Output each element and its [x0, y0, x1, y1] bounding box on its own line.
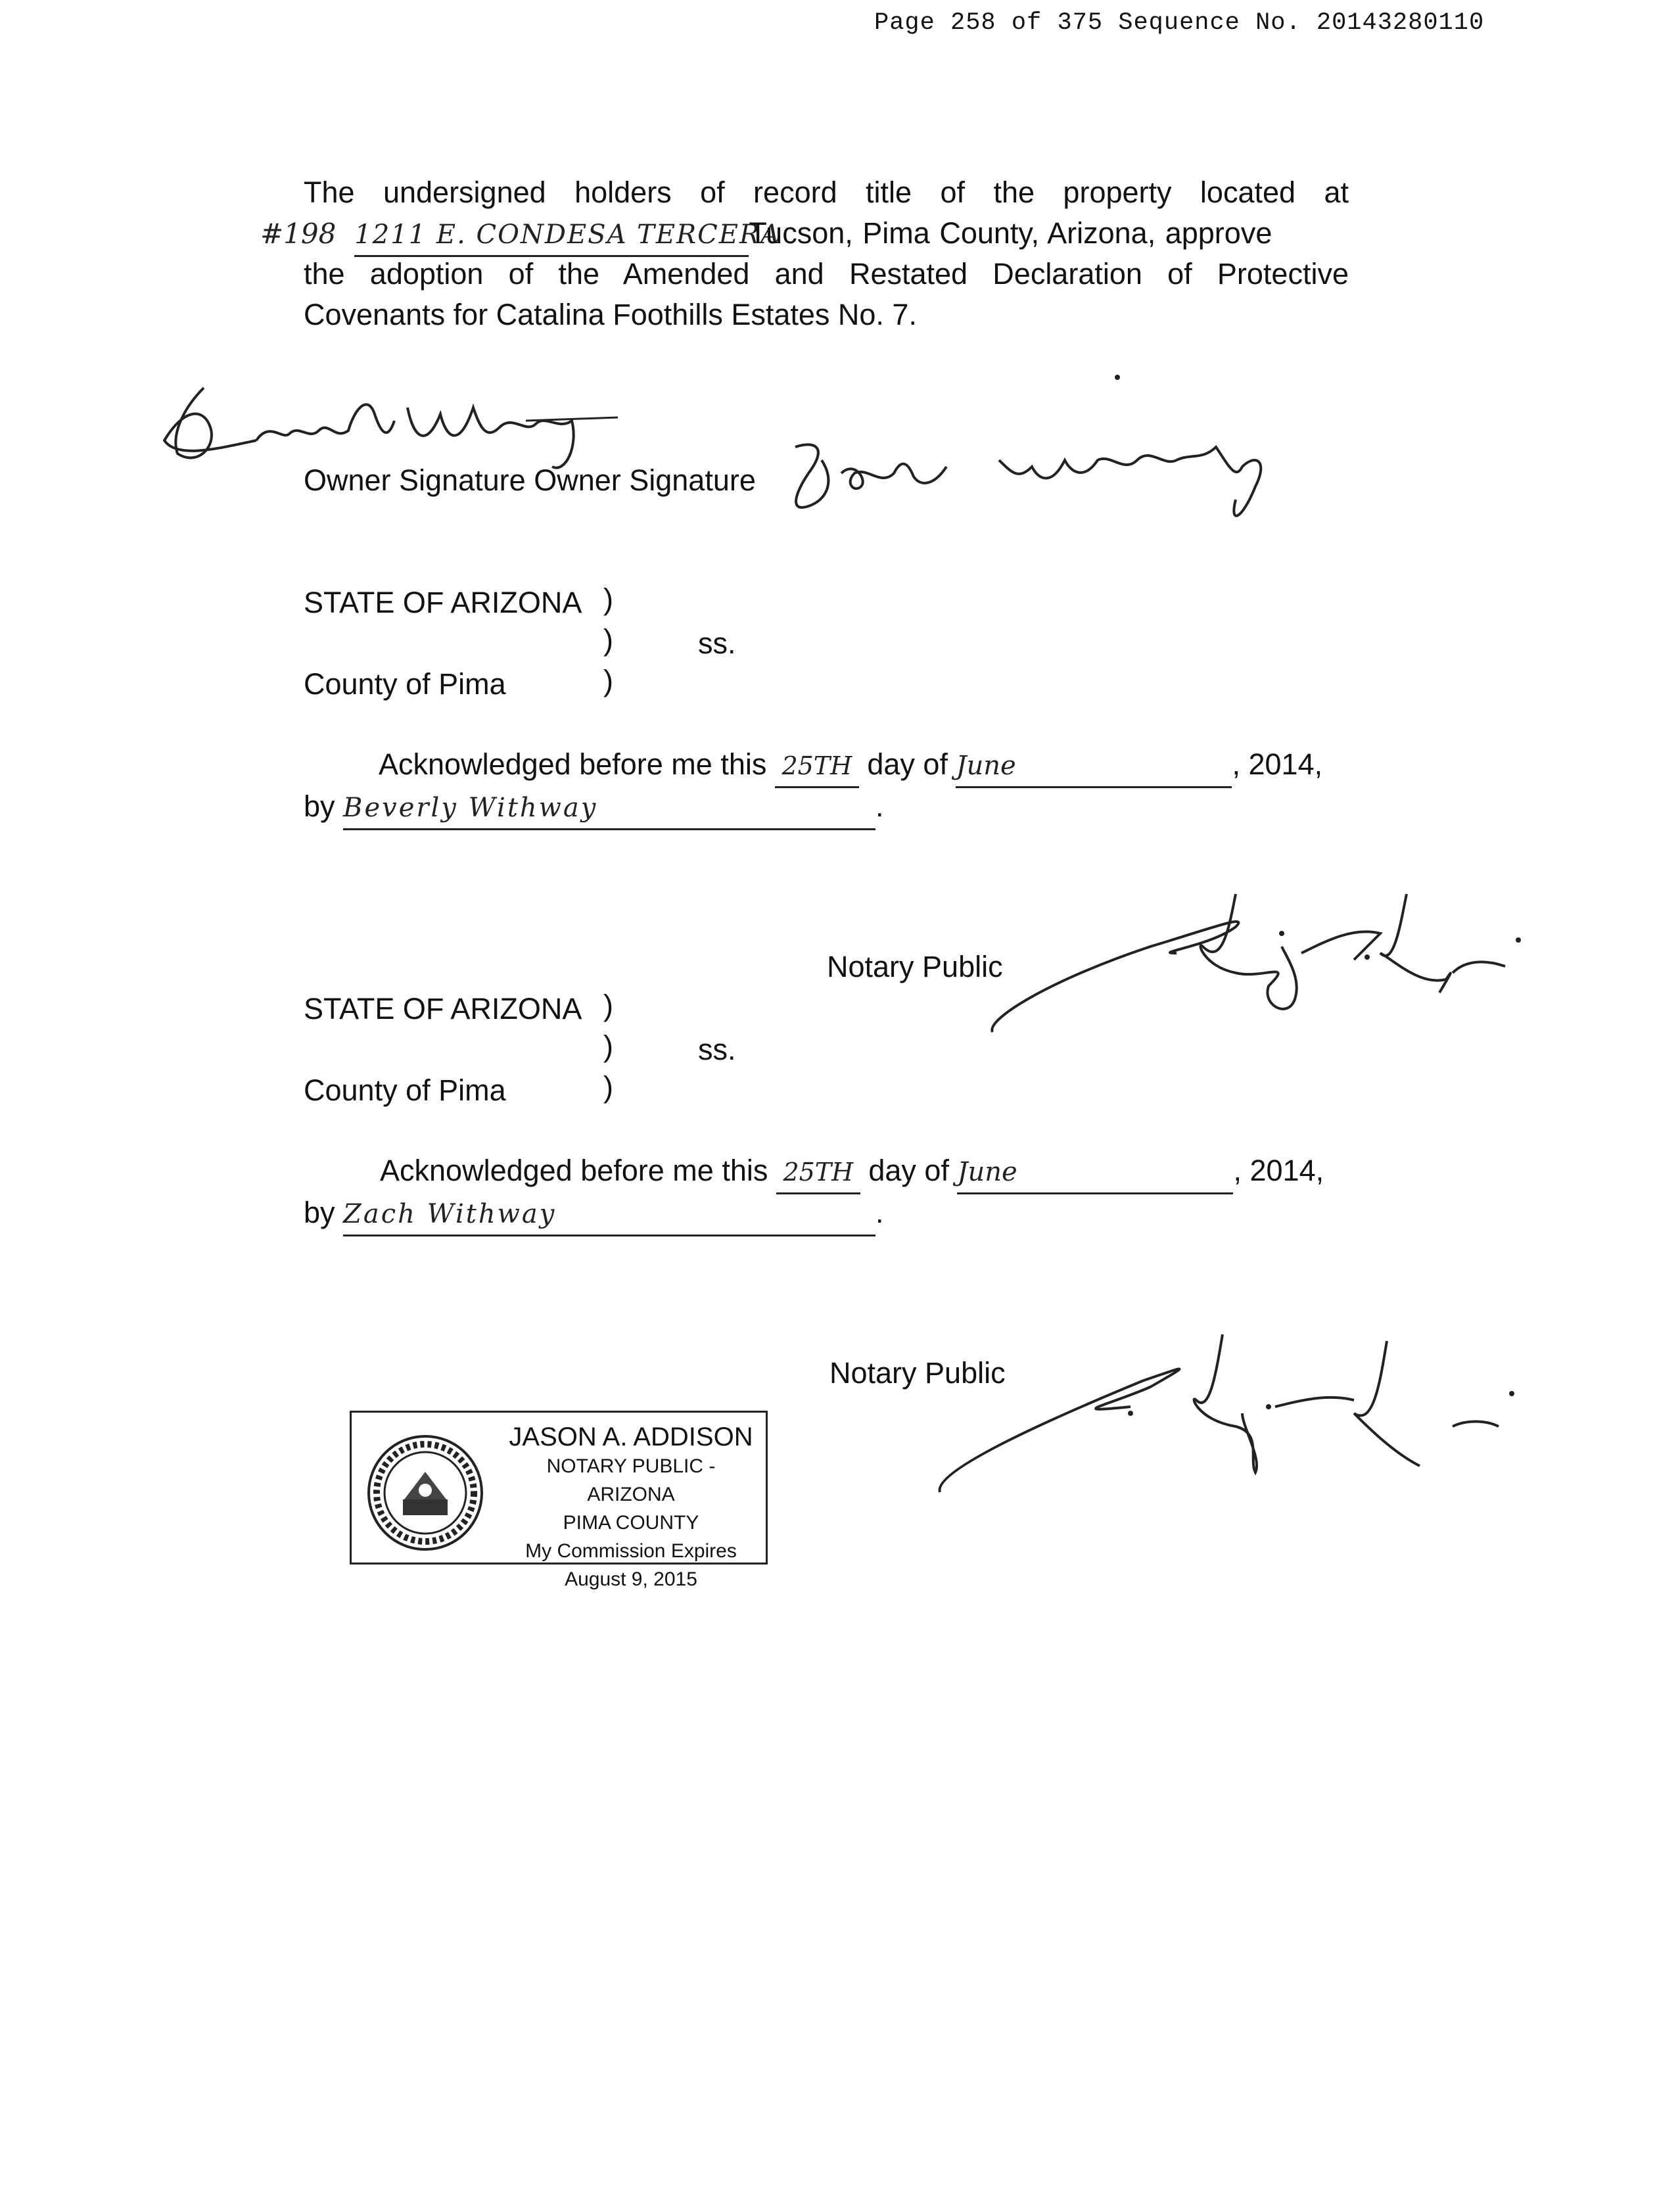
notary-1-bracket-middle: ): [603, 623, 613, 657]
notary-1-by: by: [304, 789, 335, 823]
stamp-notary-title: NOTARY PUBLIC - ARIZONA: [546, 1455, 716, 1505]
owner-signature-label-1: Owner Signature: [304, 463, 526, 497]
notary-2-bracket-top: ): [603, 989, 613, 1022]
notary-2-by-name: Zach Withway: [343, 1194, 875, 1236]
approval-line-1-text: The undersigned holders of record title of the property located at: [304, 176, 1349, 209]
notary-1-period: .: [875, 789, 884, 823]
notary-2-state: STATE OF ARIZONA: [304, 992, 582, 1025]
notary-2-period: .: [875, 1196, 884, 1229]
notary-2-county: County of Pima: [304, 1073, 506, 1107]
signature-zach-withway: [782, 421, 1321, 526]
notary-1-by-line: [304, 786, 884, 830]
arizona-state-seal: [366, 1434, 484, 1552]
notary-1-month: June: [956, 745, 1232, 788]
notary-1-year: , 2014,: [1232, 747, 1323, 781]
approval-line-2: [260, 213, 1351, 257]
notary-1-county: County of Pima: [304, 667, 506, 701]
notary-1-day: 25TH: [775, 745, 859, 788]
stamp-county: PIMA COUNTY: [563, 1512, 699, 1534]
notary-2-bracket-bottom: ): [603, 1070, 613, 1104]
notary-1-bracket-top: ): [603, 582, 613, 616]
approval-line-1: [304, 172, 1349, 213]
notary-2-acknowledgement-line: [380, 1150, 1324, 1194]
approval-line-3: [304, 254, 1349, 294]
notary-1-signature: [986, 887, 1525, 1039]
stamp-notary-name: JASON A. ADDISON: [509, 1423, 753, 1451]
notary-1-ss: ss.: [698, 626, 736, 660]
notary-2-ack-prefix: Acknowledged before me this: [380, 1154, 768, 1187]
approval-line-2-text: Tucson, Pima County, Arizona, approve: [749, 216, 1272, 250]
owner-signature-label-2: Owner Signature: [534, 463, 756, 497]
notary-2-signature: [933, 1328, 1512, 1505]
notary-1-bracket-bottom: ): [603, 664, 613, 697]
notary-1-acknowledgement-line: [379, 744, 1322, 788]
notary-2-day-of: day of: [868, 1154, 949, 1187]
page-sequence-header: Page 258 of 375 Sequence No. 20143280110: [874, 9, 1485, 37]
notary-2-year: , 2014,: [1233, 1154, 1324, 1187]
notary-1-ack-prefix: Acknowledged before me this: [379, 747, 767, 781]
approval-line-3-text: the adoption of the Amended and Restated Declaration of Protective: [304, 257, 1349, 291]
notary-1-state: STATE OF ARIZONA: [304, 586, 582, 619]
notary-2-bracket-middle: ): [603, 1029, 613, 1063]
notary-1-public-label: Notary Public: [827, 950, 1003, 983]
notary-2-ss: ss.: [698, 1033, 736, 1066]
notary-2-day: 25TH: [776, 1152, 860, 1194]
handwritten-property-address: 1211 E. CONDESA TERCERA: [354, 214, 749, 257]
signature-beverly-withway: [158, 368, 631, 480]
stamp-text: [503, 1422, 759, 1593]
notary-2-public-label: Notary Public: [829, 1356, 1006, 1390]
approval-line-4: Covenants for Catalina Foothills Estates No. 7.: [304, 298, 917, 331]
notary-1-day-of: day of: [867, 747, 948, 781]
notary-1-by-name: Beverly Withway: [343, 788, 875, 830]
notary-2-by: by: [304, 1196, 335, 1229]
stamp-expiry-date: August 9, 2015: [565, 1568, 697, 1590]
notary-2-month: June: [957, 1152, 1233, 1194]
notary-2-by-line: [304, 1192, 884, 1236]
handwritten-lot-number: #198: [260, 218, 337, 250]
stamp-commission: My Commission Expires: [525, 1540, 737, 1562]
notary-stamp: [350, 1411, 768, 1590]
